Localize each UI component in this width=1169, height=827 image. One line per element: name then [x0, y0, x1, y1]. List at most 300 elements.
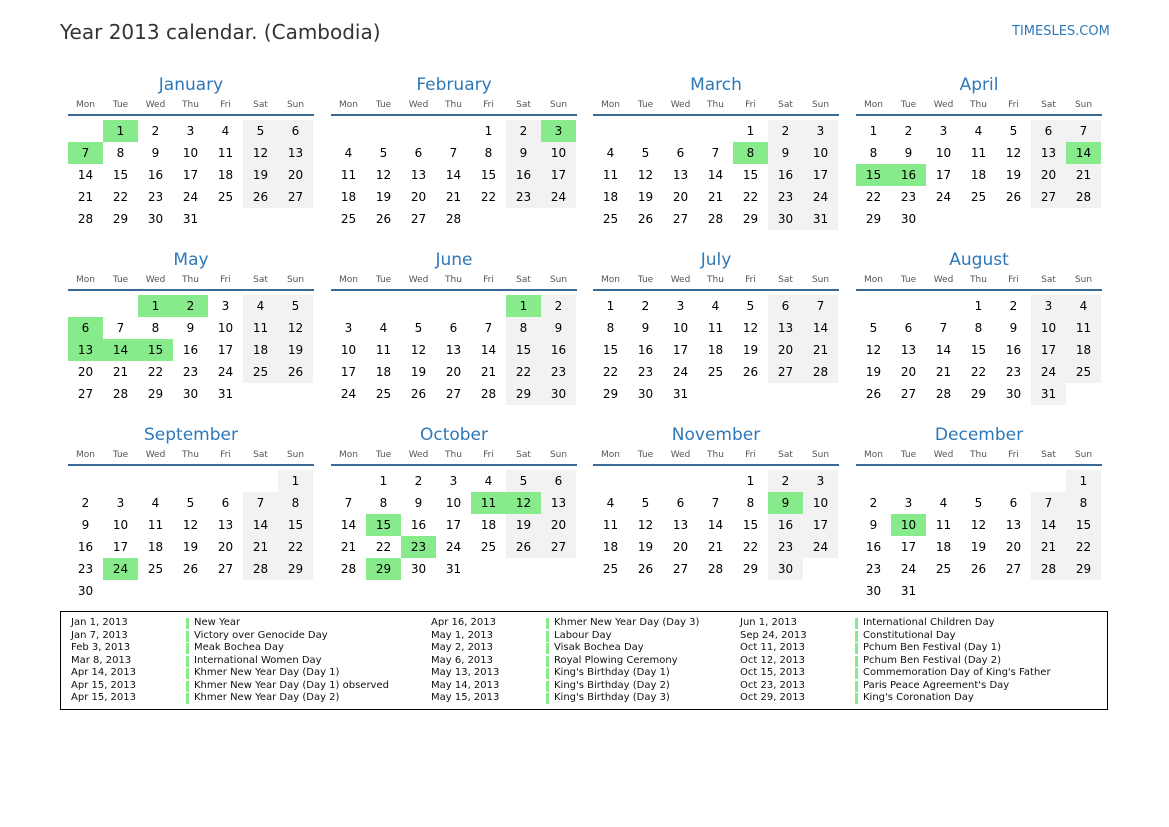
weekday-label: Sat: [1041, 450, 1056, 460]
day-cell: 1: [974, 299, 983, 313]
day-cell: 2: [904, 124, 913, 138]
holiday-date: May 2, 2013: [431, 642, 494, 653]
day-cell: 24: [935, 190, 952, 204]
day-cell: 7: [1031, 492, 1066, 514]
weekday-label: Wed: [670, 275, 691, 285]
day-cell: 7: [803, 295, 838, 317]
holiday-date: Jun 1, 2013: [740, 617, 797, 628]
holiday-entry: [431, 680, 699, 693]
day-cell: 8: [151, 321, 160, 335]
day-cell: 18: [243, 339, 278, 361]
day-cell: 29: [970, 387, 987, 401]
day-cell: 24: [900, 562, 917, 576]
holiday-day-cell: 1: [506, 295, 541, 317]
day-cell: 2: [768, 470, 803, 492]
day-cell: 27: [77, 387, 94, 401]
day-cell: 16: [182, 343, 199, 357]
weekday-header: [856, 271, 1102, 291]
day-cell: 30: [768, 208, 803, 230]
weekday-label: Wed: [145, 100, 166, 110]
weekday-label: Sun: [549, 450, 568, 460]
holiday-marker: [186, 681, 189, 692]
holiday-marker: [855, 656, 858, 667]
weekday-header: [593, 96, 839, 116]
site-link[interactable]: TIMESLES.COM: [1012, 24, 1110, 39]
weekday-label: Mon: [339, 450, 358, 460]
weekday-label: Sat: [253, 450, 268, 460]
weekday-label: Sat: [1041, 100, 1056, 110]
day-cell: 7: [711, 146, 720, 160]
holiday-column-1: [71, 617, 389, 705]
weekday-label: Wed: [408, 100, 429, 110]
weekday-label: Wed: [408, 275, 429, 285]
day-cell: 5: [1009, 124, 1018, 138]
day-cell: 31: [1031, 383, 1066, 405]
day-cell: 26: [375, 212, 392, 226]
day-cell: 21: [445, 190, 462, 204]
holiday-date: Oct 11, 2013: [740, 642, 805, 653]
day-cell: 6: [221, 496, 230, 510]
weekday-label: Sat: [516, 100, 531, 110]
holiday-name: King's Birthday (Day 1): [554, 667, 670, 678]
day-cell: 3: [904, 496, 913, 510]
day-cell: 18: [707, 343, 724, 357]
day-cell: 29: [112, 212, 129, 226]
day-cell: 14: [77, 168, 94, 182]
day-cell: 12: [278, 317, 313, 339]
day-cell: 4: [344, 146, 353, 160]
day-cell: 3: [1031, 295, 1066, 317]
empty-cell: [366, 120, 401, 142]
holiday-name: King's Birthday (Day 3): [554, 692, 670, 703]
day-cell: 2: [541, 295, 576, 317]
empty-cell: [926, 295, 961, 317]
day-cell: 11: [340, 168, 357, 182]
day-cell: 14: [445, 168, 462, 182]
day-cell: 1: [379, 474, 388, 488]
day-cell: 21: [707, 540, 724, 554]
holiday-date: Jan 1, 2013: [71, 617, 128, 628]
holiday-marker: [855, 668, 858, 679]
day-cell: 19: [375, 190, 392, 204]
holiday-date: Apr 16, 2013: [431, 617, 497, 628]
day-cell: 2: [641, 299, 650, 313]
holiday-day-cell: 15: [138, 339, 173, 361]
day-cell: 8: [506, 317, 541, 339]
weekday-label: Thu: [970, 275, 987, 285]
day-cell: 12: [182, 518, 199, 532]
day-cell: 12: [742, 321, 759, 335]
day-cell: 5: [186, 496, 195, 510]
weekday-label: Tue: [112, 275, 129, 285]
day-cell: 26: [637, 562, 654, 576]
empty-cell: [698, 470, 733, 492]
empty-cell: [961, 470, 996, 492]
weekday-label: Wed: [408, 450, 429, 460]
holiday-column-3: [740, 617, 1051, 705]
holiday-entry: [431, 642, 699, 655]
day-cell: 11: [935, 518, 952, 532]
day-cell: 28: [935, 387, 952, 401]
day-cell: 25: [602, 562, 619, 576]
day-cell: 9: [506, 142, 541, 164]
weekday-label: Mon: [339, 275, 358, 285]
holiday-day-cell: 15: [856, 164, 891, 186]
empty-cell: [68, 295, 103, 317]
day-cell: 31: [900, 584, 917, 598]
holiday-date: Oct 23, 2013: [740, 679, 805, 691]
empty-cell: [436, 120, 471, 142]
holiday-day-cell: 15: [366, 514, 401, 536]
day-cell: 23: [768, 536, 803, 558]
month-november: [593, 424, 839, 580]
day-cell: 4: [379, 321, 388, 335]
weekday-label: Tue: [900, 275, 917, 285]
day-cell: 3: [116, 496, 125, 510]
weekday-header: [856, 96, 1102, 116]
holiday-day-cell: 7: [68, 142, 103, 164]
month-title: October: [419, 425, 489, 445]
day-cell: 22: [480, 190, 497, 204]
day-cell: 5: [641, 146, 650, 160]
holiday-date: Apr 15, 2013: [71, 679, 137, 691]
day-cell: 28: [707, 562, 724, 576]
day-cell: 28: [803, 361, 838, 383]
page-title: Year 2013 calendar. (Cambodia): [60, 20, 381, 44]
day-cell: 6: [541, 470, 576, 492]
day-cell: 30: [541, 383, 576, 405]
weekday-label: Tue: [375, 450, 392, 460]
day-cell: 30: [77, 584, 94, 598]
empty-cell: [891, 470, 926, 492]
month-title: April: [959, 75, 999, 95]
holiday-marker: [186, 668, 189, 679]
holiday-day-cell: 2: [173, 295, 208, 317]
weekday-label: Sat: [516, 275, 531, 285]
holiday-name: Pchum Ben Festival (Day 1): [863, 642, 1002, 653]
holiday-marker: [186, 631, 189, 642]
weekday-label: Thu: [182, 450, 199, 460]
weekday-label: Thu: [445, 450, 462, 460]
day-cell: 26: [1005, 190, 1022, 204]
day-cell: 27: [541, 536, 576, 558]
weekday-label: Wed: [145, 275, 166, 285]
day-cell: 17: [340, 365, 357, 379]
month-title: February: [416, 75, 492, 95]
weekday-label: Wed: [670, 450, 691, 460]
day-cell: 29: [1066, 558, 1101, 580]
day-cell: 23: [541, 361, 576, 383]
day-cell: 10: [803, 142, 838, 164]
day-cell: 18: [375, 365, 392, 379]
holiday-date: Apr 14, 2013: [71, 667, 137, 678]
weekday-label: Sun: [549, 100, 568, 110]
day-cell: 3: [939, 124, 948, 138]
holiday-day-cell: 6: [68, 317, 103, 339]
day-cell: 17: [182, 168, 199, 182]
day-cell: 15: [970, 343, 987, 357]
day-cell: 2: [151, 124, 160, 138]
weekday-label: Mon: [864, 100, 883, 110]
empty-cell: [331, 295, 366, 317]
weekday-label: Sat: [778, 275, 793, 285]
day-cell: 27: [445, 387, 462, 401]
day-cell: 17: [672, 343, 689, 357]
holiday-entry: [71, 655, 389, 668]
day-cell: 1: [484, 124, 493, 138]
weekday-label: Sat: [253, 100, 268, 110]
holiday-marker: [855, 643, 858, 654]
day-cell: 27: [410, 212, 427, 226]
day-cell: 20: [672, 540, 689, 554]
day-cell: 9: [768, 142, 803, 164]
holiday-date: Oct 15, 2013: [740, 667, 805, 678]
day-cell: 16: [1005, 343, 1022, 357]
day-cell: 21: [935, 365, 952, 379]
day-cell: 7: [711, 496, 720, 510]
day-cell: 20: [445, 365, 462, 379]
day-cell: 23: [77, 562, 94, 576]
day-cell: 9: [869, 518, 878, 532]
weekday-label: Mon: [601, 450, 620, 460]
day-cell: 10: [1031, 317, 1066, 339]
holiday-entry: [740, 617, 1051, 630]
month-september: [68, 424, 314, 602]
day-cell: 26: [278, 361, 313, 383]
holiday-marker: [855, 693, 858, 704]
day-cell: 21: [243, 536, 278, 558]
day-cell: 7: [449, 146, 458, 160]
day-cell: 26: [243, 186, 278, 208]
empty-cell: [436, 295, 471, 317]
day-cell: 21: [112, 365, 129, 379]
day-cell: 12: [410, 343, 427, 357]
weekday-label: Sat: [778, 100, 793, 110]
day-cell: 11: [217, 146, 234, 160]
weekday-label: Sat: [778, 450, 793, 460]
weekday-label: Mon: [601, 100, 620, 110]
day-grid: [593, 295, 839, 405]
day-grid: [331, 295, 577, 405]
day-cell: 24: [217, 365, 234, 379]
holiday-day-cell: 9: [768, 492, 803, 514]
day-cell: 25: [707, 365, 724, 379]
empty-cell: [243, 470, 278, 492]
day-cell: 16: [865, 540, 882, 554]
weekday-label: Thu: [707, 100, 724, 110]
day-cell: 30: [637, 387, 654, 401]
day-cell: 23: [147, 190, 164, 204]
day-cell: 4: [606, 496, 615, 510]
day-cell: 25: [480, 540, 497, 554]
day-cell: 27: [672, 562, 689, 576]
holiday-day-cell: 1: [103, 120, 138, 142]
day-cell: 2: [506, 120, 541, 142]
day-cell: 17: [803, 164, 838, 186]
holiday-marker: [186, 693, 189, 704]
day-grid: [856, 470, 1102, 602]
day-cell: 13: [278, 142, 313, 164]
weekday-label: Mon: [76, 450, 95, 460]
day-cell: 30: [1005, 387, 1022, 401]
day-cell: 2: [81, 496, 90, 510]
day-cell: 23: [865, 562, 882, 576]
empty-cell: [628, 470, 663, 492]
day-cell: 25: [375, 387, 392, 401]
day-cell: 19: [410, 365, 427, 379]
day-cell: 20: [768, 339, 803, 361]
day-cell: 28: [707, 212, 724, 226]
day-cell: 6: [414, 146, 423, 160]
day-cell: 18: [935, 540, 952, 554]
day-cell: 27: [900, 387, 917, 401]
weekday-header: [68, 446, 314, 466]
holiday-entry: [71, 642, 389, 655]
day-cell: 31: [445, 562, 462, 576]
day-cell: 30: [768, 558, 803, 580]
day-cell: 6: [676, 496, 685, 510]
day-cell: 22: [112, 190, 129, 204]
holiday-marker: [855, 631, 858, 642]
day-cell: 27: [1005, 562, 1022, 576]
day-cell: 16: [147, 168, 164, 182]
holiday-marker: [546, 631, 549, 642]
day-cell: 15: [480, 168, 497, 182]
empty-cell: [926, 470, 961, 492]
month-may: [68, 249, 314, 405]
month-march: [593, 74, 839, 230]
holiday-name: Visak Bochea Day: [554, 642, 644, 653]
holiday-name: Paris Peace Agreement's Day: [863, 679, 1010, 691]
day-cell: 26: [506, 536, 541, 558]
weekday-label: Fri: [483, 450, 494, 460]
day-cell: 10: [541, 142, 576, 164]
holiday-marker: [546, 693, 549, 704]
day-cell: 6: [1009, 496, 1018, 510]
day-cell: 28: [77, 212, 94, 226]
day-cell: 2: [768, 120, 803, 142]
holiday-entry: [71, 630, 389, 643]
weekday-label: Tue: [637, 450, 654, 460]
day-cell: 28: [243, 558, 278, 580]
day-cell: 5: [506, 470, 541, 492]
month-title: September: [144, 425, 238, 445]
day-grid: [856, 295, 1102, 405]
day-cell: 9: [541, 317, 576, 339]
day-cell: 13: [672, 518, 689, 532]
weekday-label: Thu: [182, 100, 199, 110]
day-cell: 25: [147, 562, 164, 576]
day-cell: 2: [414, 474, 423, 488]
holiday-name: Khmer New Year Day (Day 2): [194, 692, 340, 703]
month-august: [856, 249, 1102, 405]
weekday-label: Thu: [970, 450, 987, 460]
month-title: July: [700, 250, 732, 270]
day-cell: 23: [1005, 365, 1022, 379]
day-cell: 9: [641, 321, 650, 335]
holiday-marker: [546, 656, 549, 667]
day-cell: 16: [77, 540, 94, 554]
day-cell: 15: [742, 168, 759, 182]
day-grid: [68, 295, 314, 405]
day-cell: 25: [1066, 361, 1101, 383]
holiday-name: Constitutional Day: [863, 629, 956, 641]
holiday-date: Jan 7, 2013: [71, 629, 128, 641]
weekday-header: [856, 446, 1102, 466]
day-cell: 16: [768, 164, 803, 186]
weekday-label: Wed: [145, 450, 166, 460]
day-cell: 28: [480, 387, 497, 401]
day-cell: 1: [746, 124, 755, 138]
day-cell: 20: [900, 365, 917, 379]
holiday-name: Commemoration Day of King's Father: [863, 667, 1051, 678]
weekday-header: [68, 96, 314, 116]
day-cell: 26: [410, 387, 427, 401]
day-cell: 17: [900, 540, 917, 554]
weekday-label: Tue: [112, 100, 129, 110]
weekday-label: Fri: [745, 100, 756, 110]
day-cell: 4: [974, 124, 983, 138]
day-cell: 27: [217, 562, 234, 576]
day-cell: 3: [803, 470, 838, 492]
day-cell: 13: [217, 518, 234, 532]
day-grid: [68, 470, 314, 602]
holiday-name: Khmer New Year Day (Day 1) observed: [194, 679, 389, 691]
day-cell: 5: [379, 146, 388, 160]
weekday-label: Fri: [1008, 275, 1019, 285]
day-cell: 25: [243, 361, 278, 383]
holiday-date: Feb 3, 2013: [71, 642, 131, 653]
day-cell: 26: [970, 562, 987, 576]
day-cell: 12: [637, 168, 654, 182]
empty-cell: [331, 470, 366, 492]
day-cell: 6: [676, 146, 685, 160]
day-cell: 6: [449, 321, 458, 335]
day-cell: 4: [606, 146, 615, 160]
day-cell: 16: [506, 164, 541, 186]
day-cell: 26: [742, 365, 759, 379]
holiday-name: International Women Day: [194, 654, 322, 666]
holiday-day-cell: 16: [891, 164, 926, 186]
day-cell: 30: [182, 387, 199, 401]
holiday-day-cell: 24: [103, 558, 138, 580]
empty-cell: [366, 295, 401, 317]
day-cell: 22: [147, 365, 164, 379]
day-cell: 20: [1005, 540, 1022, 554]
weekday-label: Wed: [933, 100, 954, 110]
day-cell: 13: [1005, 518, 1022, 532]
weekday-header: [331, 446, 577, 466]
day-cell: 14: [340, 518, 357, 532]
day-grid: [68, 120, 314, 230]
weekday-label: Mon: [76, 275, 95, 285]
day-cell: 17: [935, 168, 952, 182]
day-cell: 4: [484, 474, 493, 488]
holiday-date: May 15, 2013: [431, 692, 500, 703]
weekday-label: Thu: [445, 275, 462, 285]
day-cell: 29: [147, 387, 164, 401]
day-cell: 18: [217, 168, 234, 182]
day-cell: 25: [340, 212, 357, 226]
day-cell: 27: [278, 186, 313, 208]
weekday-label: Sun: [811, 275, 830, 285]
day-cell: 3: [221, 299, 230, 313]
day-cell: 29: [742, 212, 759, 226]
day-cell: 15: [602, 343, 619, 357]
day-cell: 6: [1031, 120, 1066, 142]
day-cell: 18: [970, 168, 987, 182]
day-cell: 22: [375, 540, 392, 554]
